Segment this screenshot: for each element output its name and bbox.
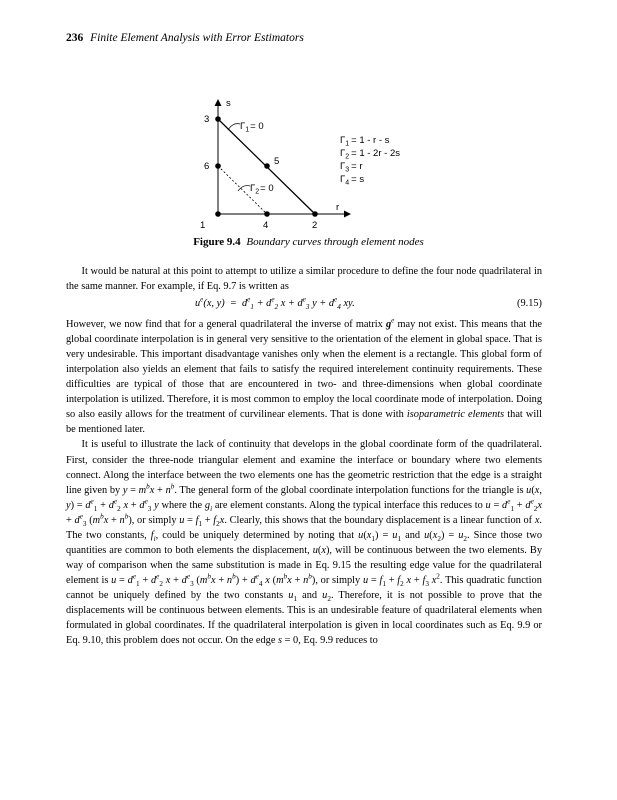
legend-gamma1: $\Gamma_1 = 1 - r - s$ (340, 135, 390, 148)
figure-diagram (190, 96, 430, 232)
gamma1-label: $\Gamma_1= 0$ (240, 121, 264, 134)
caption-text: Boundary curves through element nodes (246, 236, 424, 248)
book-title: Finite Element Analysis with Error Estimators (90, 32, 304, 44)
running-head (66, 32, 304, 44)
node-label-3: 3 (204, 114, 210, 125)
figure-9-4 (190, 96, 430, 232)
gamma2-label: $\Gamma_2= 0$ (250, 183, 274, 196)
node-5 (264, 163, 270, 169)
gamma2-pointer (238, 186, 250, 191)
figure-caption (0, 236, 617, 248)
axis-label-r: r (336, 202, 340, 213)
equation-number: (9.15) (517, 298, 542, 310)
paragraph-3: It is useful to illustrate the lack of continuity that develops in the global coordinate form of the quadrilateral. First, consider the three-node triangular element and examine the interface or boundary where two elements connect. Along the interface between the two elements one has the geometric restriction that the edge is a straight line given by $y = m^bx + n^b$. The general form of the global coordinate interpolation functions for the triangle is u(x, $y) = d^e_1 + d^e_2$ $x + d^e_3$ y where the $g_i$ are element constants. Along the typical interface this reduces to $u = d^e_1 + d^e_2x + d^e_3$ $(m^bx + n^b)$, or simply $u = f_1 + f_2x$. Clearly, this shows that the boundary displacement is a linear function of x. The two constants, $f_i$, could be uniquely determined by noting that $u(x_1) = u_1$ and $u(x_2) = u_2$. Since those two quantities are common to both elements the displacement, u(x), will be continuous between the two elements. By way of comparison when the same substitution is made in Eq. 9.15 the resulting edge value for the quadrilateral element is $u = d^e_1 + d^e_2$ $x + d^e_3$ $(m^bx + n^b) + d^e_4$ x $(m^bx + n^b)$, or simply $u = f_1 + f_2$ $x + f_3$ $x^2$. This quadratic function cannot be uniquely defined by the two constants $u_1$ and $u_2$. Therefore, it is not possible to prove that the displacements will be continuous between elements. This is an undesirable feature of quadrilateral elements when formulated in global coordinates. If the quadrilateral interpolation is given in local coordinates such as Eq. 9.9 or Eq. 9.10, this problem does not occur. On the edge s = 0, Eq. 9.9 reduces to (66, 439, 543, 647)
equation-9-15-body: $u^e(x$, $y) = d^e_1 + d^e_2$ $x + d^e_3$ $y + d^e_4$ xy. (195, 295, 355, 312)
node-label-1: 1 (200, 220, 206, 231)
page-number: 236 (66, 32, 84, 44)
axis-label-s: s (226, 98, 231, 109)
node-2 (312, 211, 318, 217)
equation-9-15 (66, 296, 542, 313)
node-3 (215, 116, 221, 122)
node-label-2: 2 (312, 220, 318, 231)
caption-number: Figure 9.4 (193, 236, 241, 248)
body-text (66, 264, 542, 648)
node-1 (215, 211, 221, 217)
gamma1-pointer (228, 124, 240, 130)
node-4 (264, 211, 270, 217)
paragraph-2: However, we now find that for a general quadrilateral the inverse of matrix $g^e$ may not exist. This means that the global coordinate interpolation is in general very sensitive to the orientation of the element in global space. That is very undesirable. This important disadvantage vanishes only when the element is a rectangle. This global form of interpolation also yields an element that fails to satisfy the required interelement continuity requirements. These difficulties are typical of those that are encountered in two- and three-dimensions when global coordinate interpolation is utilized. Therefore, it is most common to employ the local coordinate mode of interpolation. Doing so also easily allows for the treatment of curvilinear elements. That is done with isoparametric elements that will be mentioned later. (66, 316, 542, 436)
node-label-5: 5 (274, 156, 280, 167)
legend-gamma4: $\Gamma_4 = s$ (340, 174, 365, 187)
paragraph-1: It would be natural at this point to attempt to utilize a similar procedure to define the four node quadrilateral in the same manner. For example, if Eq. 9.7 is written as (66, 266, 542, 293)
node-6 (215, 163, 221, 169)
legend-gamma2: $\Gamma_2 = 1 - 2r - 2s$ (340, 148, 400, 161)
node-label-4: 4 (263, 220, 269, 231)
legend-gamma3: $\Gamma_3 = r$ (340, 161, 363, 174)
node-label-6: 6 (204, 161, 210, 172)
